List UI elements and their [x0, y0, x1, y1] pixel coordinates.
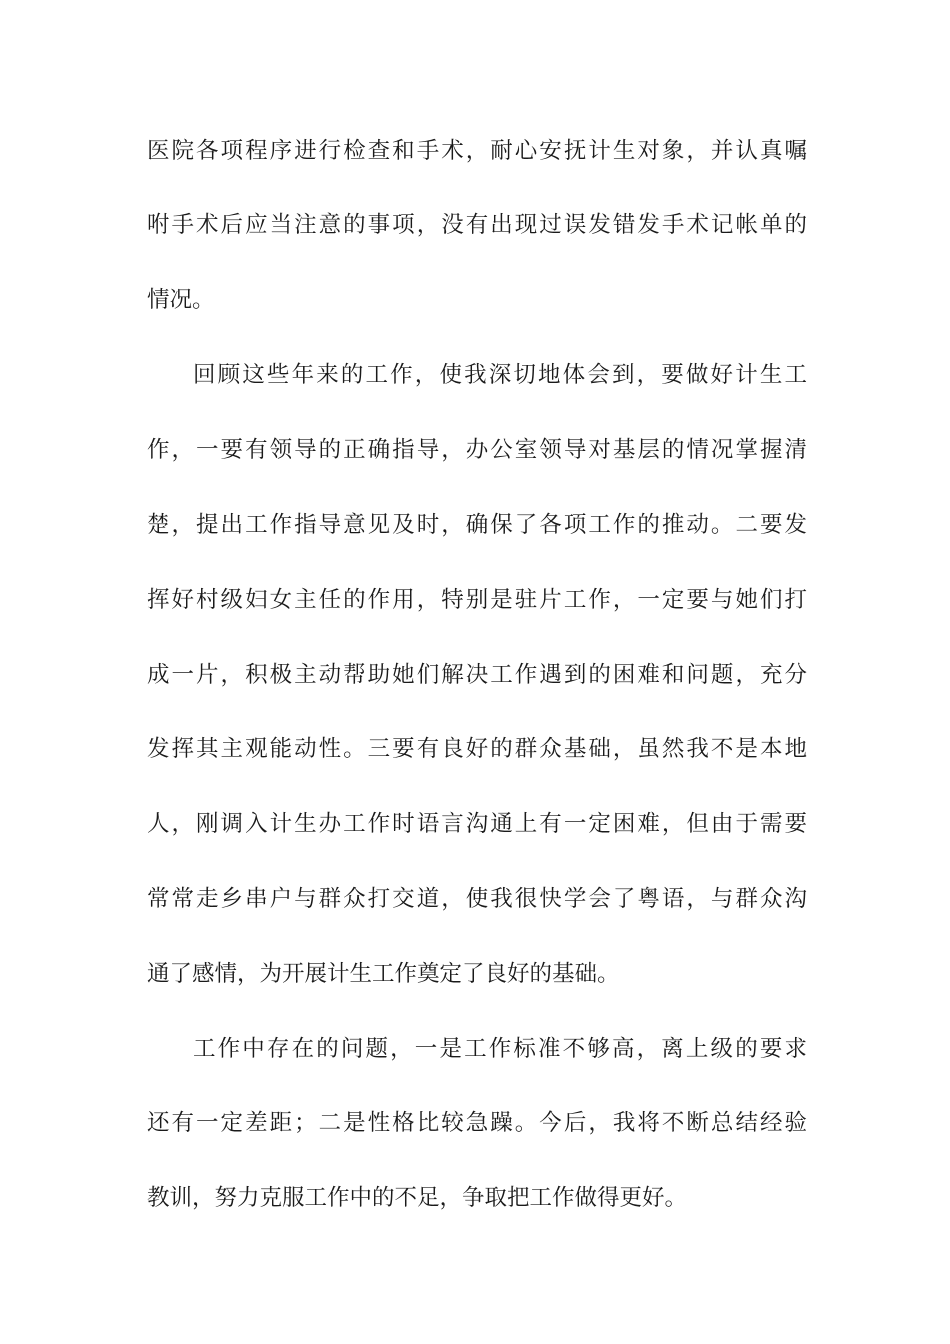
text-line: 咐手术后应当注意的事项，没有出现过误发错发手术记帐单的 — [147, 212, 807, 238]
text-line: 通了感情，为开展计生工作奠定了良好的基础。 — [147, 961, 620, 987]
text-line: 挥好村级妇女主任的作用，特别是驻片工作，一定要与她们打 — [147, 587, 807, 613]
text-line: 发挥其主观能动性。三要有良好的群众基础，虽然我不是本地 — [147, 736, 807, 762]
text-line: 情况。 — [147, 287, 215, 313]
text-line: 人，刚调入计生办工作时语言沟通上有一定困难，但由于需要 — [147, 811, 807, 837]
text-line: 回顾这些年来的工作，使我深切地体会到，要做好计生工 — [193, 362, 807, 388]
text-line: 还有一定差距；二是性格比较急躁。今后，我将不断总结经验 — [147, 1110, 807, 1136]
text-line: 常常走乡串户与群众打交道，使我很快学会了粤语，与群众沟 — [147, 886, 807, 912]
text-line: 教训，努力克服工作中的不足，争取把工作做得更好。 — [147, 1185, 688, 1211]
text-line: 楚，提出工作指导意见及时，确保了各项工作的推动。二要发 — [147, 512, 807, 538]
text-line: 成一片，积极主动帮助她们解决工作遇到的困难和问题，充分 — [147, 662, 807, 688]
text-line: 作，一要有领导的正确指导，办公室领导对基层的情况掌握清 — [147, 437, 807, 463]
text-line: 工作中存在的问题，一是工作标准不够高，离上级的要求 — [193, 1036, 807, 1062]
text-line: 医院各项程序进行检查和手术，耐心安抚计生对象，并认真嘱 — [147, 138, 807, 164]
